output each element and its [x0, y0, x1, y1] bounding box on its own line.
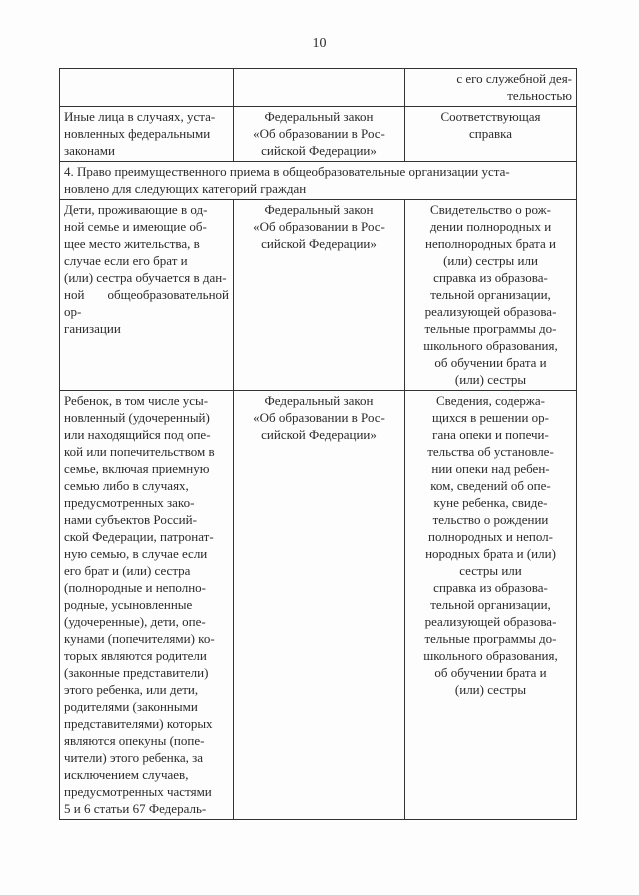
table-row-adopted [60, 391, 577, 820]
cell-documents: Сведения, содержа- щихся в решении ор- гана опеки и попечи- тельства об установле- нии опеки над ребен- ком, сведений об опе- куне ребенка, свиде- тельство о рождении полнородных и непол- нородных брата и (или) сестры или справка из образова- тельной организации, реализующей образова- тельные программы до- школьного образования, об обучении брата и (или) сестры [405, 391, 577, 820]
cell-legal-basis: Федеральный закон «Об образовании в Рос- сийской Федерации» [234, 107, 405, 162]
cell-legal-basis: Федеральный закон «Об образовании в Рос- сийской Федерации» [234, 391, 405, 820]
table-row-continuation [60, 69, 577, 107]
cell-documents: с его служебной дея- тельностью [405, 69, 577, 107]
cell-legal-basis [234, 69, 405, 107]
table-row-section-heading [60, 162, 577, 200]
cell-category: Дети, проживающие в од- ной семье и имеющие об- щее место жительства, в случае если его брат и (или) сестра обучается в дан- ной общеобразовательной ор- ганизации [60, 200, 234, 391]
cell-documents: Соответствующая справка [405, 107, 577, 162]
table-row-siblings [60, 200, 577, 391]
document-table [59, 68, 577, 820]
cell-category [60, 69, 234, 107]
cell-category: Иные лица в случаях, уста- новленных федеральными законами [60, 107, 234, 162]
cell-documents: Свидетельство о рож- дении полнородных и неполнородных брата и (или) сестры или справка из образова- тельной организации, реализующей образова- тельные программы до- школьного образования, об обучении брата и (или) сестры [405, 200, 577, 391]
section-heading: 4. Право преимущественного приема в общеобразовательные организации уста- новлено для следующих категорий граждан [60, 162, 577, 200]
cell-category: Ребенок, в том числе усы- новленный (удочеренный) или находящийся под опе- кой или попечительством в семье, включая приемную семью либо в случаях, предусмотренных зако- нами субъектов Россий- ской Федерации, патронат- ную семью, в случае если его брат и (или) сестра (полнородные и неполно- родные, усыновленные (удочеренные), дети, опе- кунами (попечителями) ко- торых являются родители (законные представители) этого ребенка, или дети, родителями (законными представителями) которых являются опекуны (попе- чители) этого ребенка, за исключением случаев, предусмотренных частями 5 и 6 статьи 67 Федераль- [60, 391, 234, 820]
page-number: 10 [312, 36, 327, 51]
table-row-other-persons [60, 107, 577, 162]
cell-legal-basis: Федеральный закон «Об образовании в Рос- сийской Федерации» [234, 200, 405, 391]
